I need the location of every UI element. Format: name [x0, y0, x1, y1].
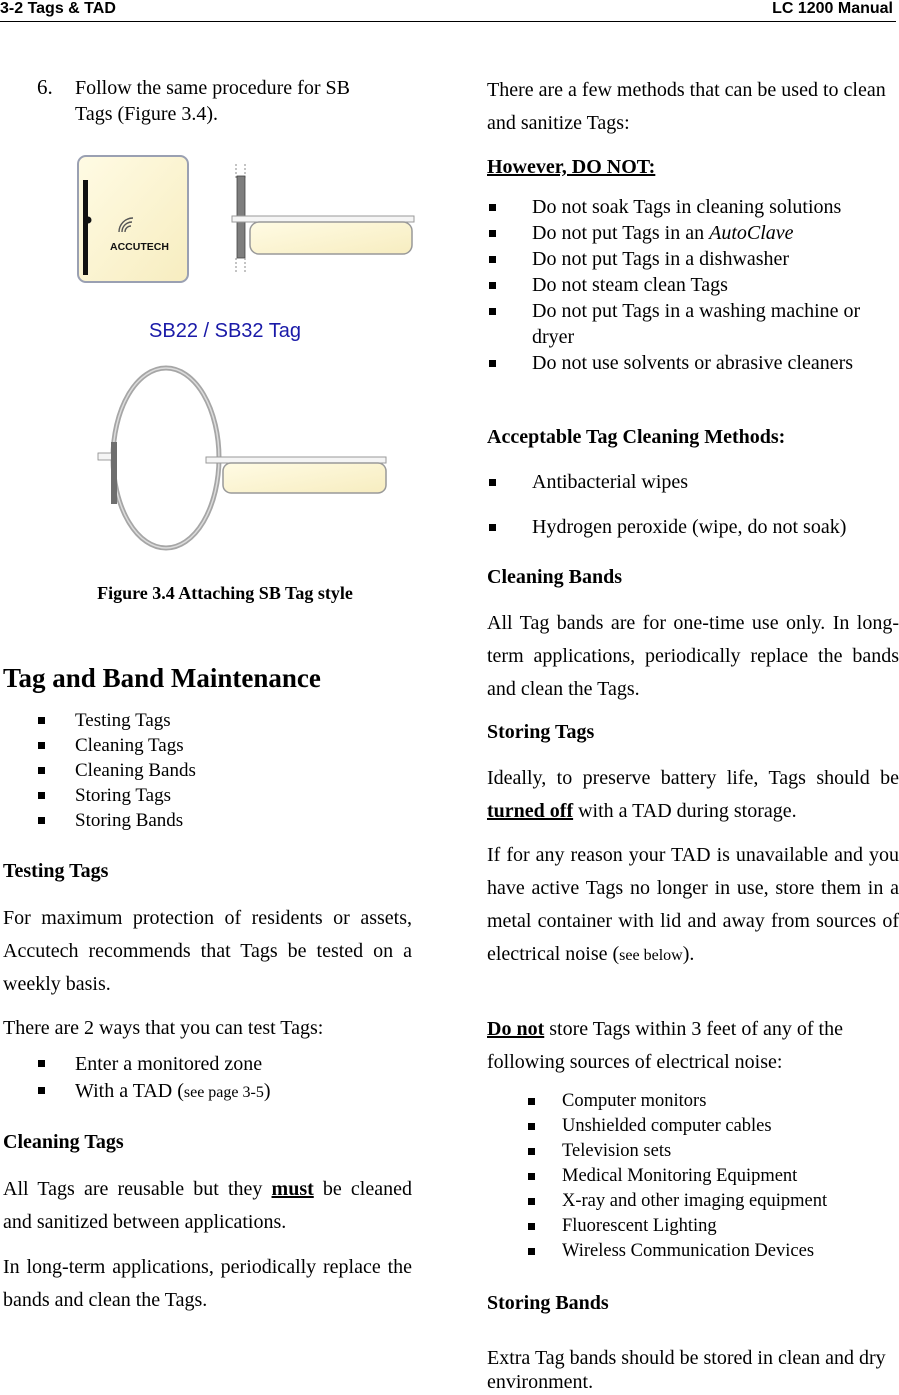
testing-tags-paragraph: For maximum protection of residents or assets, Accutech recommends that Tags be tested on a weekly basis.: [3, 907, 412, 995]
toc-item: Cleaning Bands: [31, 758, 196, 783]
do-not-item: Do not soak Tags in cleaning solutions: [487, 194, 899, 220]
noise-warning-text: store Tags within 3 feet of any of the following sources of electrical noise:: [487, 1018, 843, 1073]
cleaning-tags-paragraph: [3, 1173, 412, 1239]
noise-source-item: Unshielded computer cables: [487, 1114, 827, 1139]
maintenance-toc: [31, 708, 196, 833]
do-not-list: [487, 194, 899, 376]
cleaning-bands-heading: Cleaning Bands: [487, 566, 623, 588]
acceptable-methods-heading: Acceptable Tag Cleaning Methods:: [487, 426, 786, 448]
storing-tags-heading: Storing Tags: [487, 721, 595, 743]
do-not-item: Do not put Tags in a washing machine or dryer: [487, 298, 899, 350]
cleaning-tags-paragraph-2: In long-term applications, periodically replace the bands and clean the Tags.: [3, 1256, 412, 1311]
cleaning-bands-paragraph: All Tag bands are for one-time use only. In long-term applications, periodically replace the bands and clean the Tags.: [487, 612, 899, 700]
storing-tags-paragraph: [487, 762, 899, 828]
storing-text: Ideally, to preserve battery life, Tags should be: [487, 767, 899, 789]
test-method-text: With a TAD (: [75, 1080, 184, 1102]
cleaning-tags-heading: Cleaning Tags: [3, 1131, 124, 1153]
toc-item: Storing Tags: [31, 783, 196, 808]
testing-tags-heading: Testing Tags: [3, 860, 109, 882]
do-not-heading: However, DO NOT:: [487, 156, 656, 178]
turned-off-emphasis: turned off: [487, 800, 574, 822]
toc-item: Testing Tags: [31, 708, 196, 733]
acceptable-methods-list: [487, 469, 846, 540]
page-reference: see page 3-5: [183, 1084, 264, 1101]
figure-3-4: [70, 150, 430, 560]
do-not-item: Do not steam clean Tags: [487, 272, 899, 298]
test-method-text-end: ): [263, 1080, 271, 1102]
step-text-line-2: Tags (Figure 3.4).: [75, 103, 219, 125]
cleaning-text: All Tags are reusable but they: [3, 1178, 272, 1200]
toc-item: Cleaning Tags: [31, 733, 196, 758]
test-method-item: [31, 1078, 271, 1106]
do-not-item: Do not put Tags in a dishwasher: [487, 246, 899, 272]
noise-source-item: Fluorescent Lighting: [487, 1214, 827, 1239]
noise-source-item: Television sets: [487, 1139, 827, 1164]
cleaning-text-end: be cleaned and sanitized between applications.: [3, 1178, 412, 1233]
do-not-item: Do not use solvents or abrasive cleaners: [487, 350, 899, 376]
tag-band-loop: [98, 368, 386, 548]
section-title: Tag and Band Maintenance: [3, 663, 321, 693]
logo-text: ACCUTECH: [110, 241, 169, 253]
header-section-label: 3-2 Tags & TAD: [0, 0, 116, 17]
test-method-item: Enter a monitored zone: [31, 1051, 271, 1078]
noise-source-item: Computer monitors: [487, 1089, 827, 1114]
see-below-note: see below: [619, 947, 683, 964]
noise-sources-list: [487, 1089, 827, 1264]
must-emphasis: must: [271, 1178, 314, 1200]
acceptable-method-item: Antibacterial wipes: [487, 469, 846, 495]
test-methods-list: [31, 1051, 271, 1106]
acceptable-method-item: Hydrogen peroxide (wipe, do not soak): [487, 514, 846, 540]
storing-text-2-end: ).: [682, 943, 695, 965]
storing-bands-paragraph: Extra Tag bands should be stored in clean and dry environment.: [487, 1347, 886, 1393]
step-text: [75, 75, 350, 127]
sb-tag-label: SB22 / SB32 Tag: [149, 320, 301, 342]
do-not-item: [487, 220, 899, 246]
do-not-item-text: Do not put Tags in an: [532, 222, 710, 244]
noise-source-item: X-ray and other imaging equipment: [487, 1189, 827, 1214]
storing-tags-paragraph-2: [487, 839, 899, 972]
storing-bands-heading: Storing Bands: [487, 1292, 609, 1314]
step-number: 6.: [37, 75, 53, 99]
page-header: [0, 0, 896, 22]
noise-warning-paragraph: [487, 1013, 899, 1079]
storing-text-2: If for any reason your TAD is unavailable and you have active Tags no longer in use, store them in a metal container with lid and away from sources of electrical noise (: [487, 844, 899, 965]
tag-side-view: [232, 164, 414, 274]
header-manual-title: LC 1200 Manual: [772, 0, 893, 17]
storing-text-end: with a TAD during storage.: [573, 800, 797, 822]
tag-front-view: [78, 156, 188, 282]
step-text-line-1: Follow the same procedure for SB: [75, 77, 350, 99]
noise-source-item: Medical Monitoring Equipment: [487, 1164, 827, 1189]
autoclave-term: AutoClave: [709, 222, 794, 244]
test-ways-intro: There are 2 ways that you can test Tags:: [3, 1017, 324, 1039]
cleaning-intro: There are a few methods that can be used to clean and sanitize Tags:: [487, 79, 886, 134]
do-not-emphasis: Do not: [487, 1018, 545, 1040]
noise-source-item: Wireless Communication Devices: [487, 1239, 827, 1264]
figure-caption: Figure 3.4 Attaching SB Tag style: [97, 583, 353, 603]
toc-item: Storing Bands: [31, 808, 196, 833]
